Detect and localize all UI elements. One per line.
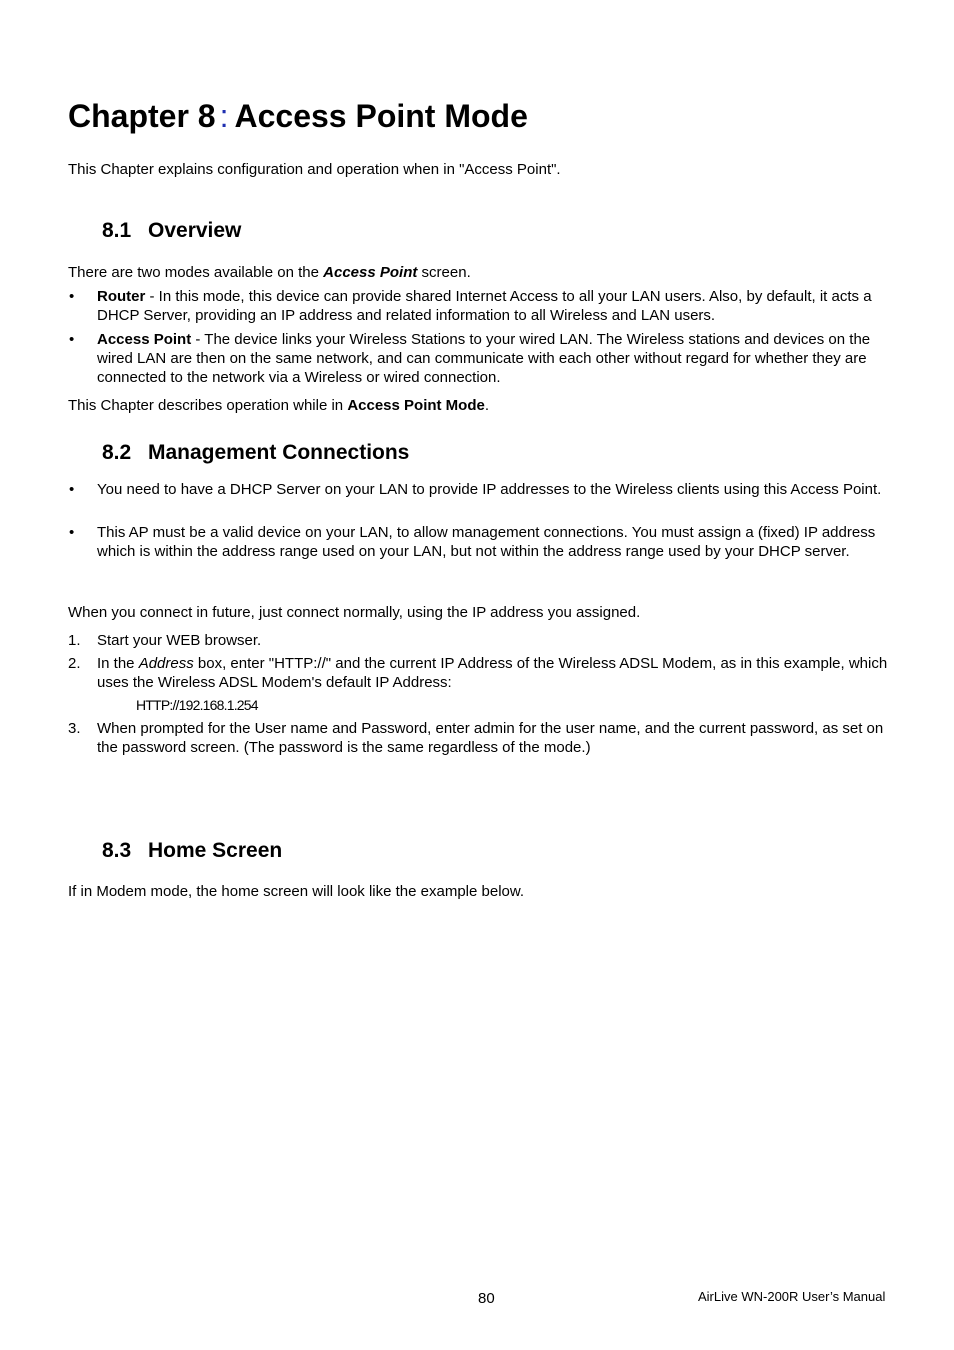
step-number: 1. <box>68 632 81 649</box>
step-text: Start your WEB browser. <box>97 632 262 649</box>
step-text-start: In the <box>97 655 139 672</box>
bullet-text: This AP must be a valid device on your LAN, to allow management connections. You must assign a (fixed) IP address which is within the address range used on your LAN, but not within the address range used by your DHCP server. <box>97 524 876 560</box>
section-number: 8.3 <box>102 839 132 862</box>
section-title: Home Screen <box>148 839 283 862</box>
list-item <box>68 480 902 499</box>
overview-closing-bold: Access Point Mode <box>347 397 485 414</box>
list-item <box>68 287 902 325</box>
overview-closing-text: This Chapter describes operation while in <box>68 397 348 414</box>
step-text <box>97 654 902 692</box>
section-heading-home-screen <box>102 838 282 864</box>
bullet-marker: • <box>69 331 75 348</box>
section-number: 8.1 <box>102 219 132 242</box>
section-heading-management <box>102 440 409 466</box>
step-text: When prompted for the User name and Password, enter admin for the user name, and the current password, as set on the password screen. (The password is the same regardless of the mode.) <box>97 720 884 756</box>
bullet-text <box>97 287 902 325</box>
bullet-marker: • <box>69 481 75 498</box>
example-url: HTTP://192.168.1.254 <box>136 697 258 713</box>
overview-closing-end: . <box>484 397 490 414</box>
bullet-description: - In this mode, this device can provide shared Internet Access to all your LAN users. Also, by default, it acts a DHCP Server, providing an IP address and related information to all Wireless and LAN users. <box>97 288 872 324</box>
overview-lead-text: There are two modes available on the <box>68 264 324 281</box>
overview-closing <box>68 396 902 415</box>
bullet-text: You need to have a DHCP Server on your LAN to provide IP addresses to the Wireless clients using this Access Point. <box>97 481 882 498</box>
section-number: 8.2 <box>102 441 132 464</box>
step-text-emphasis: Address <box>138 655 194 672</box>
overview-lead-emphasis: Access Point <box>323 264 418 281</box>
bullet-description: - The device links your Wireless Stations to your wired LAN. The Wireless stations and devices on the wired LAN are then on the same network, and can communicate with each other without regard for whether they are connected to the network via a Wireless or wired connection. <box>97 331 871 386</box>
bullet-term: Access Point <box>97 331 192 348</box>
numbered-step <box>68 631 902 650</box>
chapter-prefix: Chapter 8 <box>68 98 216 134</box>
numbered-step <box>68 719 902 757</box>
numbered-step <box>68 654 902 692</box>
list-item <box>68 330 902 387</box>
manual-title: AirLive WN-200R User’s Manual <box>698 1289 886 1304</box>
bullet-marker: • <box>69 524 75 541</box>
section-title: Management Connections <box>148 441 410 464</box>
chapter-name: Access Point Mode <box>234 98 528 134</box>
bullet-text <box>97 330 902 387</box>
page-number: 80 <box>478 1290 495 1307</box>
section-heading-overview <box>102 218 241 244</box>
bullet-term: Router <box>97 288 146 305</box>
step-number: 3. <box>68 720 81 737</box>
overview-lead <box>68 263 902 282</box>
list-item <box>68 523 902 561</box>
step-text-end: box, enter "HTTP://" and the current IP Address of the Wireless ADSL Modem, as in this example, which uses the Wireless ADSL Modem's default IP Address: <box>97 655 888 691</box>
overview-lead-text-end: screen. <box>417 264 471 281</box>
home-screen-intro: If in Modem mode, the home screen will look like the example below. <box>68 883 525 900</box>
step-number: 2. <box>68 655 81 672</box>
chapter-title <box>68 96 528 136</box>
chapter-intro: This Chapter explains configuration and operation when in "Access Point". <box>68 161 561 178</box>
bullet-marker: • <box>69 288 75 305</box>
future-connection-note: When you connect in future, just connect normally, using the IP address you assigned. <box>68 604 641 621</box>
section-title: Overview <box>148 219 242 242</box>
chapter-separator: : <box>219 98 229 134</box>
